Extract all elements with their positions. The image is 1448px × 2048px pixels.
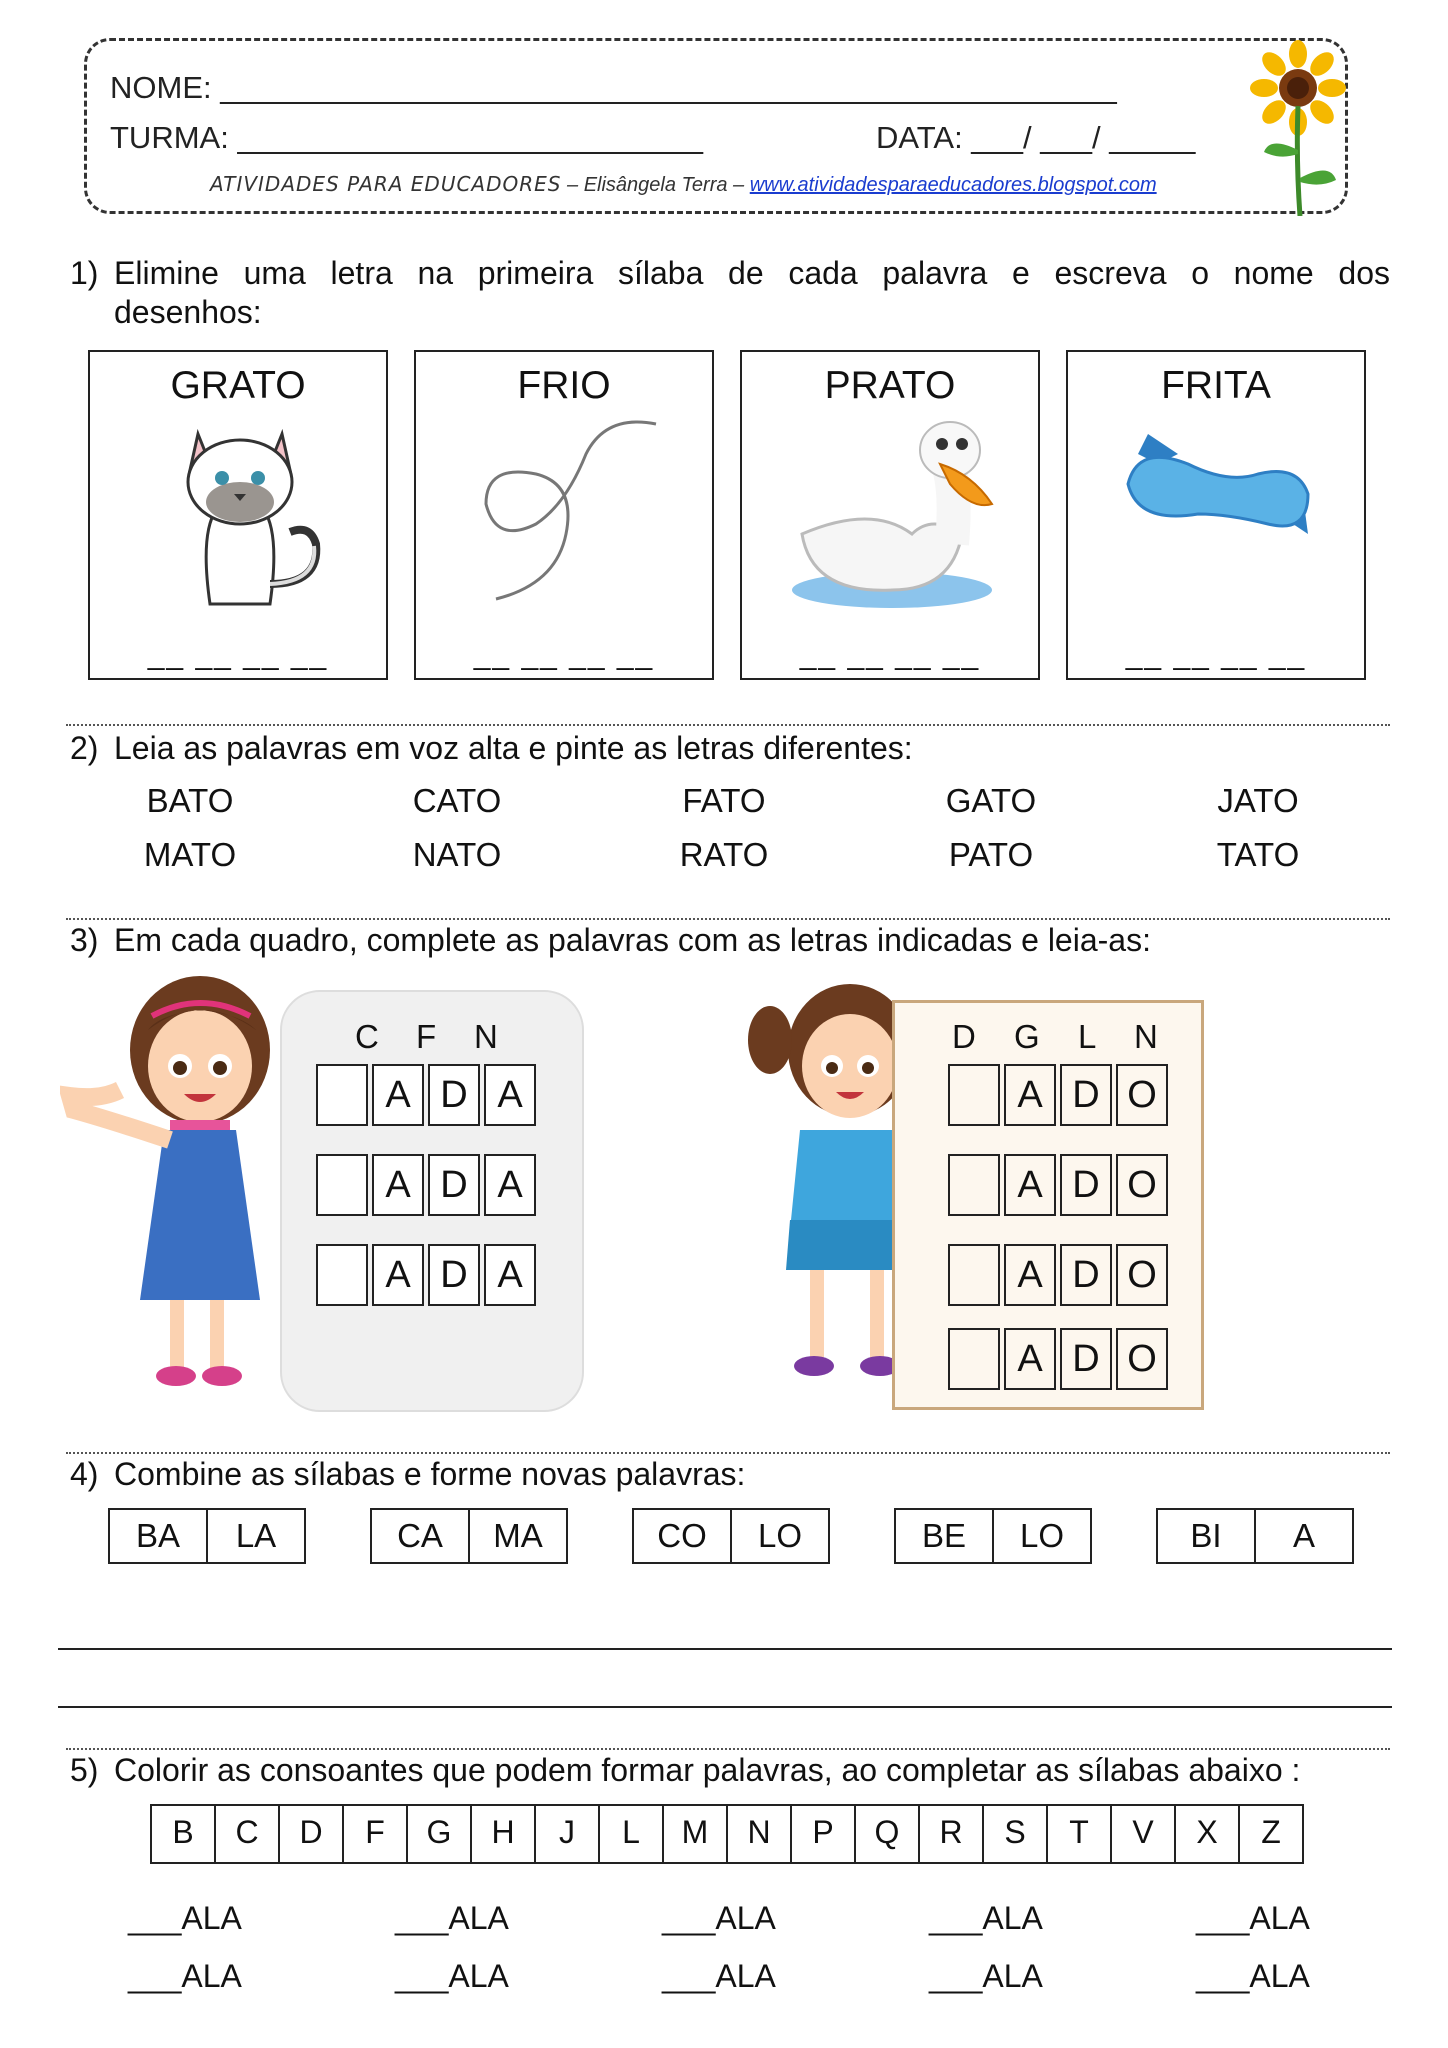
syllable-pair [370,1508,568,1564]
q3-number: 3) [70,922,99,958]
letter-header: D [952,1018,976,1055]
letter-header: N [474,1018,498,1055]
q3-text: Em cada quadro, complete as palavras com as letras indicadas e leia-as: [114,922,1151,958]
q1-instruction [70,255,1390,292]
credit-url[interactable]: www.atividadesparaeducadores.blogspot.com [749,174,1157,196]
ala-blank[interactable]: ___ALA [395,1900,509,1936]
letter-box: O [1116,1154,1168,1216]
letter-box: A [484,1244,536,1306]
consonant-cell[interactable]: Z [1238,1806,1302,1862]
answer-blank[interactable]: __ __ __ __ [147,638,329,671]
answer-blank[interactable]: __ __ __ __ [1125,638,1307,671]
letter-box: D [1060,1328,1112,1390]
letter-box: A [1004,1328,1056,1390]
thread-icon [456,414,676,614]
letter-header: F [416,1018,437,1055]
syllable: A [1254,1510,1352,1562]
letter-box: A [1004,1064,1056,1126]
consonant-cell[interactable]: Q [854,1806,918,1862]
consonant-cell[interactable]: N [726,1806,790,1862]
credit-brand: ATIVIDADES PARA EDUCADORES [210,172,562,196]
word-fato[interactable]: FATO [682,782,766,819]
answer-blank[interactable]: __ __ __ __ [473,638,655,671]
credit-line [210,172,1157,197]
syllable-pair [894,1508,1092,1564]
letter-box: D [428,1154,480,1216]
word-gato[interactable]: GATO [945,782,1037,819]
consonant-cell[interactable]: B [172,1814,194,1850]
consonant-cell[interactable]: R [918,1806,982,1862]
ala-blank[interactable]: ___ALA [128,1900,242,1936]
q5-text: Colorir as consoantes que podem formar palavras, ao completar as sílabas abaixo : [114,1752,1301,1788]
answer-blank[interactable]: __ __ __ __ [799,638,981,671]
date-field[interactable]: DATA: ___/ ___/ _____ [876,120,1196,155]
card-word: FRIO [517,364,611,407]
divider [66,1748,1390,1750]
name-line[interactable]: NOME: ____________________________________________________ [110,70,1117,105]
consonant-cell[interactable]: V [1110,1806,1174,1862]
card-word: PRATO [824,364,956,407]
consonant-cell[interactable]: J [534,1806,598,1862]
girl-illustration-left [60,970,300,1410]
writing-line[interactable] [58,1706,1392,1708]
sunflower-icon [1250,40,1346,216]
divider [66,918,1390,920]
letter-box: D [428,1244,480,1306]
q1-text: Elimine uma letra na primeira sílaba de cada palavra e escreva o nome dos [114,255,1390,291]
letter-box: A [484,1154,536,1216]
consonant-cell[interactable]: M [662,1806,726,1862]
duck-icon [782,414,1002,614]
syllable: BE [921,1517,967,1554]
word-cato[interactable]: CATO [412,782,502,819]
card-word: FRITA [1161,364,1271,407]
q1-instruction-cont: desenhos: [114,294,262,330]
consonant-cell[interactable]: C [214,1806,278,1862]
consonant-cell[interactable]: F [342,1806,406,1862]
writing-line[interactable] [58,1648,1392,1650]
q5-number: 5) [70,1752,99,1788]
ala-blank[interactable]: ___ALA [929,1900,1043,1936]
ala-blank[interactable]: ___ALA [128,1958,242,1994]
card-frita [1066,350,1366,680]
syllable: CA [397,1517,443,1554]
letter-header: L [1078,1018,1097,1055]
letter-box: A [484,1064,536,1126]
q5-instruction [70,1752,1300,1789]
consonant-cell[interactable]: S [982,1806,1046,1862]
card-word: GRATO [170,364,306,407]
letter-box: D [428,1064,480,1126]
blank-box[interactable] [948,1154,1000,1216]
syllable: LA [206,1510,304,1562]
blank-box[interactable] [316,1154,368,1216]
letter-box: O [1116,1244,1168,1306]
letter-box: D [1060,1064,1112,1126]
syllable: LO [992,1510,1090,1562]
letter-header: G [1014,1018,1040,1055]
letter-box: A [372,1064,424,1126]
divider [66,1452,1390,1454]
q4-text: Combine as sílabas e forme novas palavras: [114,1456,746,1492]
blank-box[interactable] [316,1064,368,1126]
consonant-cell[interactable]: X [1174,1806,1238,1862]
consonant-cell[interactable]: G [406,1806,470,1862]
ala-blank[interactable]: ___ALA [1196,1900,1310,1936]
letter-box: D [1060,1154,1112,1216]
consonant-strip [150,1804,1304,1864]
consonant-cell[interactable]: P [790,1806,854,1862]
letter-box: O [1116,1064,1168,1126]
syllable: BI [1190,1517,1222,1554]
consonant-cell[interactable]: T [1046,1806,1110,1862]
ala-blank[interactable]: ___ALA [929,1958,1043,1994]
card-prato [740,350,1040,680]
letter-box: A [372,1244,424,1306]
ala-blank[interactable]: ___ALA [1196,1958,1310,1994]
blank-box[interactable] [316,1244,368,1306]
ribbon-icon [1108,414,1328,614]
q2-text: Leia as palavras em voz alta e pinte as letras diferentes: [114,730,913,766]
card-grato [88,350,388,680]
word-mato[interactable]: MATO [143,836,237,873]
letter-header: N [1134,1018,1158,1055]
q1-number: 1) [70,255,99,291]
blank-box[interactable] [948,1064,1000,1126]
letter-box: D [1060,1244,1112,1306]
consonant-cell[interactable]: D [278,1806,342,1862]
syllable-pair [1156,1508,1354,1564]
consonant-cell[interactable]: H [470,1806,534,1862]
q2-number: 2) [70,730,99,766]
letter-box: A [1004,1154,1056,1216]
ala-blank[interactable]: ___ALA [395,1958,509,1994]
ala-blank[interactable]: ___ALA [662,1958,776,1994]
q4-instruction [70,1456,745,1493]
letter-box: A [1004,1244,1056,1306]
q3-instruction [70,922,1151,959]
blank-box[interactable] [948,1244,1000,1306]
word-rato[interactable]: RATO [679,836,769,873]
divider [66,724,1390,726]
syllable: LO [730,1510,828,1562]
class-label: TURMA: [110,120,229,155]
word-jato[interactable]: JATO [1217,782,1299,819]
name-label: NOME: [110,70,212,105]
credit-author: – Elisângela Terra – [561,174,750,196]
blank-box[interactable] [948,1328,1000,1390]
syllable: BA [135,1517,181,1554]
word-pato[interactable]: PATO [948,836,1034,873]
card-frio [414,350,714,680]
letter-box: A [372,1154,424,1216]
class-line[interactable]: TURMA: ___________________________ [110,120,703,155]
ala-blank[interactable]: ___ALA [662,1900,776,1936]
q2-instruction [70,730,913,767]
word-nato[interactable]: NATO [412,836,502,873]
syllable-pair [108,1508,306,1564]
q4-number: 4) [70,1456,99,1492]
word-tato[interactable]: TATO [1216,836,1300,873]
consonant-cell[interactable]: L [598,1806,662,1862]
cat-icon [130,414,350,614]
letter-header: C [355,1018,379,1055]
syllable-pair [632,1508,830,1564]
syllable: CO [657,1517,707,1554]
syllable: MA [468,1510,566,1562]
word-bato[interactable]: BATO [146,782,234,819]
letter-box: O [1116,1328,1168,1390]
